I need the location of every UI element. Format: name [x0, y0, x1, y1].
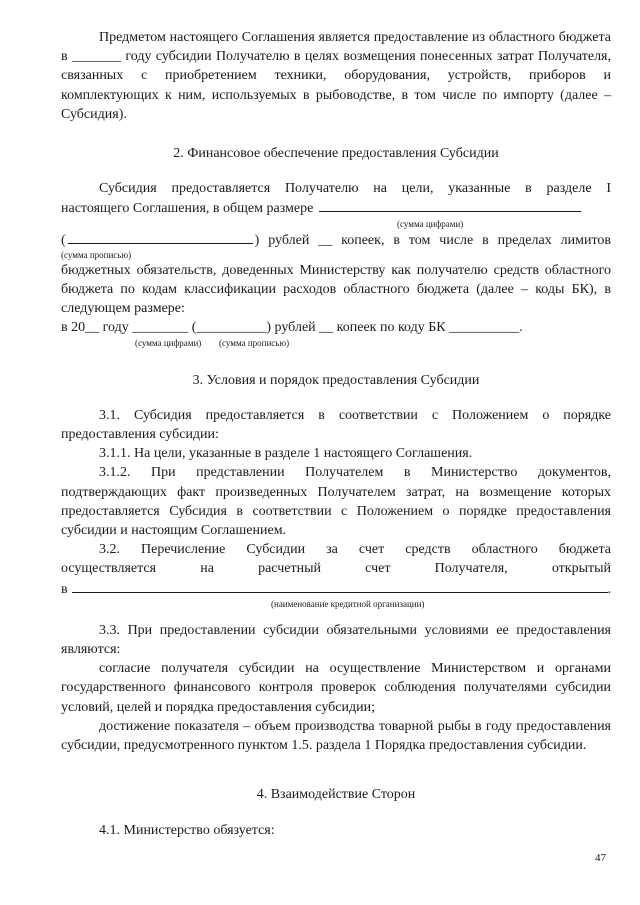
year-amount-line: в 20__ году ________ (__________) рублей __ копеек по коду БК __________.: [61, 320, 523, 336]
clause-3-2-line-1: 3.2. Перечисление Субсидии за счет средств областного бюджета: [99, 542, 611, 558]
clause-3-3-condition-b: достижение показателя – объем производства товарной рыбы в году предоставления субсидии, предусмотренного пунктом 1.5. раздела 1 Порядка предоставления субсидии.: [61, 718, 611, 754]
year-amount-caption-row: [61, 338, 611, 351]
subsidy-amount-line-3-text: ) рублей __ копеек, в том числе в пределах лимитов: [254, 232, 611, 248]
sum-words-blank: [68, 230, 253, 244]
section-4-heading: 4. Взаимодействие Сторон: [256, 787, 416, 803]
clause-3-2-line-3-start: в: [61, 581, 68, 597]
bank-name-blank: [72, 579, 608, 593]
sum-words-caption: (сумма прописью): [61, 249, 132, 260]
subsidy-amount-line-2-text: настоящего Соглашения, в общем размере: [61, 201, 314, 217]
section-3-heading: 3. Условия и порядок предоставления Субсидии: [192, 372, 480, 388]
subject-paragraph: Предметом настоящего Соглашения является предоставление из областного бюджета в _______ году субсидии Получателю в целях возмещения понесенных затрат Получателя, связанных с приобретением техники, оборудования, устройств, приборов и комплектующих к ним, используемых в рыбоводстве, в том числе по импорту (далее – Субсидия).: [61, 30, 611, 122]
page-number: 47: [595, 852, 606, 864]
sum-digits-caption-row: [61, 219, 611, 230]
clause-3-1-2: 3.1.2. При представлении Получателем в Министерство документов, подтверждающих факт произведенных Получателем затрат, на возмещение которых предоставляется Субсидия в соответствии с Положением о порядке предоставления субсидии и настоящим Соглашением.: [61, 465, 611, 539]
sum-digits-blank: [319, 198, 581, 212]
subsidy-amount-line-3: [61, 230, 611, 250]
subsidy-amount-line-1: Субсидия предоставляется Получателю на цели, указанные в разделе I: [99, 181, 611, 197]
sum-words-caption-row: [61, 250, 611, 261]
clause-3-3-condition-a: согласие получателя субсидии на осуществление Министерством и органами государственного финансового контроля проверок соблюдения получателями субсидии условий, целей и порядка предоставления субсидии;: [61, 661, 611, 715]
year-digits-caption: (сумма цифрами): [135, 337, 202, 348]
clause-3-2-line-3: [61, 579, 611, 599]
document-page: [61, 28, 611, 840]
clause-3-1: 3.1. Субсидия предоставляется в соответствии с Положением о порядке предоставления субсидии:: [61, 407, 611, 443]
year-words-caption: (сумма прописью): [219, 337, 290, 348]
bank-caption: (наименование кредитной организации): [271, 598, 425, 609]
budget-obligations-paragraph: бюджетных обязательств, доведенных Министерству как получателю средств областного бюджета по кодам классификации расходов областного бюджета (далее – коды БК), в следующем размере:: [61, 262, 611, 317]
clause-3-2-line-3-end: .: [607, 581, 611, 597]
subsidy-amount-line-2: [61, 198, 611, 218]
section-2-heading: 2. Финансовое обеспечение предоставления Субсидии: [173, 146, 499, 162]
clause-4-1: 4.1. Министерство обязуется:: [99, 822, 275, 838]
clause-3-3: 3.3. При предоставлении субсидии обязательными условиями ее предоставления являются:: [61, 622, 611, 658]
clause-3-2-line-2: осуществляется на расчетный счет Получателя, открытый: [61, 561, 611, 577]
sum-digits-caption: (сумма цифрами): [397, 218, 464, 229]
bank-caption-row: [61, 599, 611, 613]
clause-3-1-1: 3.1.1. На цели, указанные в разделе 1 настоящего Соглашения.: [99, 446, 473, 462]
open-paren: (: [61, 232, 66, 248]
